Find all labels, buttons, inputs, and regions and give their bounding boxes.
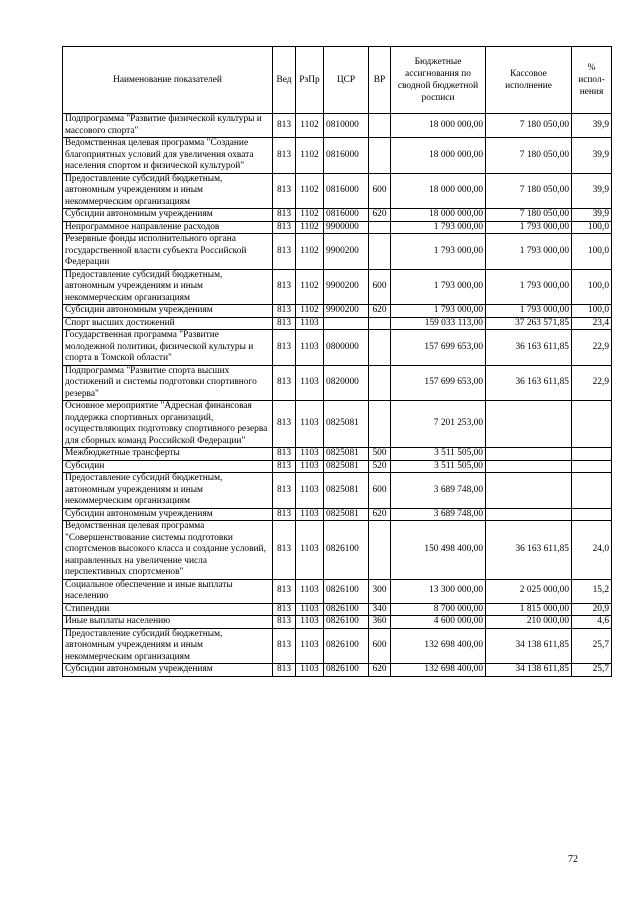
table-row (63, 138, 612, 174)
cell-vr (369, 234, 391, 270)
cell-rzpr: 1103 (296, 628, 324, 664)
cell-csr: 0825081 (324, 401, 369, 448)
table-body (63, 114, 612, 677)
table-row (63, 628, 612, 664)
cell-cash (486, 460, 572, 473)
cell-name: Субсидии автономным учреждениям (63, 664, 273, 677)
cell-pct: 100,0 (572, 221, 612, 234)
cell-name: Субсидии автономным учреждениям (63, 508, 273, 521)
cell-cash: 210 000,00 (486, 616, 572, 629)
cell-cash: 1 793 000,00 (486, 305, 572, 318)
cell-budget: 7 201 253,00 (391, 401, 486, 448)
cell-vr: 520 (369, 460, 391, 473)
cell-pct: 22,9 (572, 365, 612, 401)
cell-vr: 620 (369, 209, 391, 222)
cell-ved: 813 (273, 221, 296, 234)
cell-budget: 132 698 400,00 (391, 628, 486, 664)
cell-name: Резервные фонды исполнительного органа государственной власти субъекта Российской Федерации (63, 234, 273, 270)
cell-name: Предоставление субсидий бюджетным, автономным учреждениям и иным некоммерческим организациям (63, 628, 273, 664)
cell-cash: 36 163 611,85 (486, 521, 572, 580)
table-row (63, 209, 612, 222)
header-csr: ЦСР (324, 47, 369, 114)
table-row (63, 305, 612, 318)
cell-csr: 0825081 (324, 508, 369, 521)
cell-vr (369, 330, 391, 366)
table-row (63, 401, 612, 448)
cell-budget: 1 793 000,00 (391, 269, 486, 305)
cell-vr: 300 (369, 579, 391, 603)
cell-cash: 36 163 611,85 (486, 330, 572, 366)
cell-name: Ведомственная целевая программа "Создание благоприятных условий для увеличения охвата населения спортом и физической культурой" (63, 138, 273, 174)
cell-pct: 24,0 (572, 521, 612, 580)
cell-cash: 7 180 050,00 (486, 173, 572, 209)
table-row (63, 473, 612, 509)
cell-name: Подпрограмма "Развитие спорта высших достижений и системы подготовки спортивного резерва" (63, 365, 273, 401)
cell-csr (324, 317, 369, 330)
cell-csr: 0810000 (324, 114, 369, 138)
cell-cash: 1 793 000,00 (486, 221, 572, 234)
cell-csr: 0826100 (324, 628, 369, 664)
cell-csr: 0826100 (324, 616, 369, 629)
cell-budget: 159 033 113,00 (391, 317, 486, 330)
cell-ved: 813 (273, 305, 296, 318)
cell-name: Спорт высших достижений (63, 317, 273, 330)
cell-csr: 9900200 (324, 305, 369, 318)
cell-pct: 25,7 (572, 628, 612, 664)
cell-name: Предоставление субсидий бюджетным, автономным учреждениям и иным некоммерческим организациям (63, 269, 273, 305)
cell-pct: 39,9 (572, 114, 612, 138)
cell-pct (572, 473, 612, 509)
cell-rzpr: 1103 (296, 603, 324, 616)
cell-rzpr: 1103 (296, 460, 324, 473)
cell-ved: 813 (273, 603, 296, 616)
cell-budget: 13 300 000,00 (391, 579, 486, 603)
cell-cash: 2 025 000,00 (486, 579, 572, 603)
cell-cash: 34 138 611,85 (486, 628, 572, 664)
cell-pct: 100,0 (572, 305, 612, 318)
table-row (63, 221, 612, 234)
cell-cash: 7 180 050,00 (486, 138, 572, 174)
cell-budget: 18 000 000,00 (391, 138, 486, 174)
cell-budget: 157 699 653,00 (391, 365, 486, 401)
cell-vr: 360 (369, 616, 391, 629)
cell-ved: 813 (273, 330, 296, 366)
cell-rzpr: 1103 (296, 365, 324, 401)
budget-execution-table (62, 46, 612, 677)
cell-ved: 813 (273, 628, 296, 664)
cell-vr: 620 (369, 508, 391, 521)
cell-rzpr: 1102 (296, 269, 324, 305)
cell-budget: 3 689 748,00 (391, 508, 486, 521)
cell-rzpr: 1102 (296, 209, 324, 222)
cell-csr: 0826100 (324, 579, 369, 603)
cell-name: Ведомственная целевая программа "Совершенствование системы подготовки спортсменов высокого класса и создание условий, направленных на увеличение числа перспективных спортсменов" (63, 521, 273, 580)
cell-rzpr: 1103 (296, 508, 324, 521)
cell-rzpr: 1103 (296, 473, 324, 509)
cell-ved: 813 (273, 317, 296, 330)
table-row (63, 173, 612, 209)
cell-budget: 157 699 653,00 (391, 330, 486, 366)
cell-pct: 39,9 (572, 209, 612, 222)
cell-rzpr: 1102 (296, 305, 324, 318)
table-row (63, 114, 612, 138)
cell-rzpr: 1102 (296, 234, 324, 270)
cell-rzpr: 1102 (296, 221, 324, 234)
cell-rzpr: 1102 (296, 114, 324, 138)
table-row (63, 664, 612, 677)
cell-budget: 1 793 000,00 (391, 221, 486, 234)
cell-ved: 813 (273, 401, 296, 448)
header-budget: Бюджетные ассигнования по сводной бюджетной росписи (391, 47, 486, 114)
cell-name: Субсидии автономным учреждениям (63, 209, 273, 222)
cell-budget: 150 498 400,00 (391, 521, 486, 580)
table-row (63, 508, 612, 521)
cell-ved: 813 (273, 114, 296, 138)
cell-cash (486, 473, 572, 509)
cell-rzpr: 1103 (296, 401, 324, 448)
cell-budget: 3 511 505,00 (391, 448, 486, 461)
cell-cash: 1 793 000,00 (486, 269, 572, 305)
cell-ved: 813 (273, 234, 296, 270)
cell-name: Стипендии (63, 603, 273, 616)
cell-ved: 813 (273, 138, 296, 174)
cell-ved: 813 (273, 173, 296, 209)
cell-budget: 1 793 000,00 (391, 305, 486, 318)
cell-name: Предоставление субсидий бюджетным, автономным учреждениям и иным некоммерческим организациям (63, 173, 273, 209)
cell-vr (369, 401, 391, 448)
cell-csr: 9900200 (324, 269, 369, 305)
cell-budget: 1 793 000,00 (391, 234, 486, 270)
header-row (63, 47, 612, 114)
cell-budget: 18 000 000,00 (391, 173, 486, 209)
header-rzpr: РзПр (296, 47, 324, 114)
cell-vr: 600 (369, 628, 391, 664)
header-cash: Кассовое исполнение (486, 47, 572, 114)
cell-ved: 813 (273, 460, 296, 473)
cell-rzpr: 1103 (296, 664, 324, 677)
cell-csr: 0816000 (324, 138, 369, 174)
table-row (63, 365, 612, 401)
cell-pct: 100,0 (572, 269, 612, 305)
cell-pct: 100,0 (572, 234, 612, 270)
cell-csr: 0816000 (324, 209, 369, 222)
table-row (63, 448, 612, 461)
cell-pct: 20,9 (572, 603, 612, 616)
table-row (63, 616, 612, 629)
cell-ved: 813 (273, 616, 296, 629)
cell-vr: 340 (369, 603, 391, 616)
cell-budget: 18 000 000,00 (391, 114, 486, 138)
cell-ved: 813 (273, 521, 296, 580)
table-row (63, 317, 612, 330)
cell-vr (369, 317, 391, 330)
cell-name: Подпрограмма "Развитие физической культуры и массового спорта" (63, 114, 273, 138)
cell-budget: 4 600 000,00 (391, 616, 486, 629)
cell-rzpr: 1103 (296, 317, 324, 330)
cell-pct (572, 448, 612, 461)
cell-rzpr: 1103 (296, 448, 324, 461)
cell-ved: 813 (273, 365, 296, 401)
cell-cash (486, 508, 572, 521)
cell-vr (369, 138, 391, 174)
cell-budget: 3 511 505,00 (391, 460, 486, 473)
cell-pct: 22,9 (572, 330, 612, 366)
cell-rzpr: 1103 (296, 616, 324, 629)
cell-name: Субсидии (63, 460, 273, 473)
table-header (63, 47, 612, 114)
cell-rzpr: 1103 (296, 521, 324, 580)
cell-pct (572, 508, 612, 521)
table-row (63, 330, 612, 366)
table-row (63, 460, 612, 473)
cell-cash: 1 793 000,00 (486, 234, 572, 270)
cell-ved: 813 (273, 269, 296, 305)
cell-csr: 0826100 (324, 664, 369, 677)
cell-pct: 4,6 (572, 616, 612, 629)
cell-csr: 0826100 (324, 603, 369, 616)
cell-csr: 9900000 (324, 221, 369, 234)
header-ved: Вед (273, 47, 296, 114)
cell-name: Межбюджетные трансферты (63, 448, 273, 461)
header-pct: % испол-нения (572, 47, 612, 114)
cell-cash (486, 401, 572, 448)
cell-ved: 813 (273, 473, 296, 509)
cell-vr: 600 (369, 473, 391, 509)
cell-ved: 813 (273, 209, 296, 222)
cell-vr: 600 (369, 269, 391, 305)
cell-rzpr: 1102 (296, 138, 324, 174)
cell-name: Государственная программа "Развитие молодежной политики, физической культуры и спорта в Томской области" (63, 330, 273, 366)
cell-budget: 132 698 400,00 (391, 664, 486, 677)
page-number: 72 (568, 854, 578, 865)
cell-csr: 0826100 (324, 521, 369, 580)
cell-pct: 39,9 (572, 138, 612, 174)
cell-pct (572, 401, 612, 448)
cell-cash: 7 180 050,00 (486, 114, 572, 138)
cell-csr: 0825081 (324, 473, 369, 509)
cell-name: Субсидии автономным учреждениям (63, 305, 273, 318)
table-row (63, 521, 612, 580)
cell-cash: 34 138 611,85 (486, 664, 572, 677)
header-vr: ВР (369, 47, 391, 114)
cell-vr (369, 521, 391, 580)
cell-csr: 0816000 (324, 173, 369, 209)
cell-ved: 813 (273, 579, 296, 603)
cell-rzpr: 1103 (296, 579, 324, 603)
cell-csr: 0825081 (324, 448, 369, 461)
cell-csr: 0800000 (324, 330, 369, 366)
cell-name: Иные выплаты населению (63, 616, 273, 629)
cell-vr: 620 (369, 664, 391, 677)
cell-vr: 600 (369, 173, 391, 209)
cell-pct (572, 460, 612, 473)
cell-budget: 3 689 748,00 (391, 473, 486, 509)
cell-vr (369, 365, 391, 401)
cell-ved: 813 (273, 508, 296, 521)
cell-vr (369, 221, 391, 234)
cell-csr: 9900200 (324, 234, 369, 270)
cell-budget: 18 000 000,00 (391, 209, 486, 222)
cell-budget: 8 700 000,00 (391, 603, 486, 616)
cell-name: Социальное обеспечение и иные выплаты населению (63, 579, 273, 603)
cell-rzpr: 1102 (296, 173, 324, 209)
cell-name: Предоставление субсидий бюджетным, автономным учреждениям и иным некоммерческим организациям (63, 473, 273, 509)
cell-cash: 1 815 000,00 (486, 603, 572, 616)
table-row (63, 579, 612, 603)
cell-cash: 7 180 050,00 (486, 209, 572, 222)
cell-pct: 23,4 (572, 317, 612, 330)
cell-cash (486, 448, 572, 461)
cell-pct: 25,7 (572, 664, 612, 677)
cell-vr (369, 114, 391, 138)
cell-rzpr: 1103 (296, 330, 324, 366)
table-row (63, 234, 612, 270)
cell-ved: 813 (273, 664, 296, 677)
cell-csr: 0825081 (324, 460, 369, 473)
cell-vr: 620 (369, 305, 391, 318)
cell-name: Основное мероприятие "Адресная финансовая поддержка спортивных организаций, осуществляющих подготовку спортивного резерва для сборных команд Российской Федерации" (63, 401, 273, 448)
cell-ved: 813 (273, 448, 296, 461)
cell-cash: 36 163 611,85 (486, 365, 572, 401)
cell-cash: 37 263 571,85 (486, 317, 572, 330)
cell-csr: 0820000 (324, 365, 369, 401)
cell-pct: 39,9 (572, 173, 612, 209)
cell-name: Непрограммное направление расходов (63, 221, 273, 234)
header-name: Наименование показателей (63, 47, 273, 114)
cell-vr: 500 (369, 448, 391, 461)
cell-pct: 15,2 (572, 579, 612, 603)
table-row (63, 269, 612, 305)
table-row (63, 603, 612, 616)
